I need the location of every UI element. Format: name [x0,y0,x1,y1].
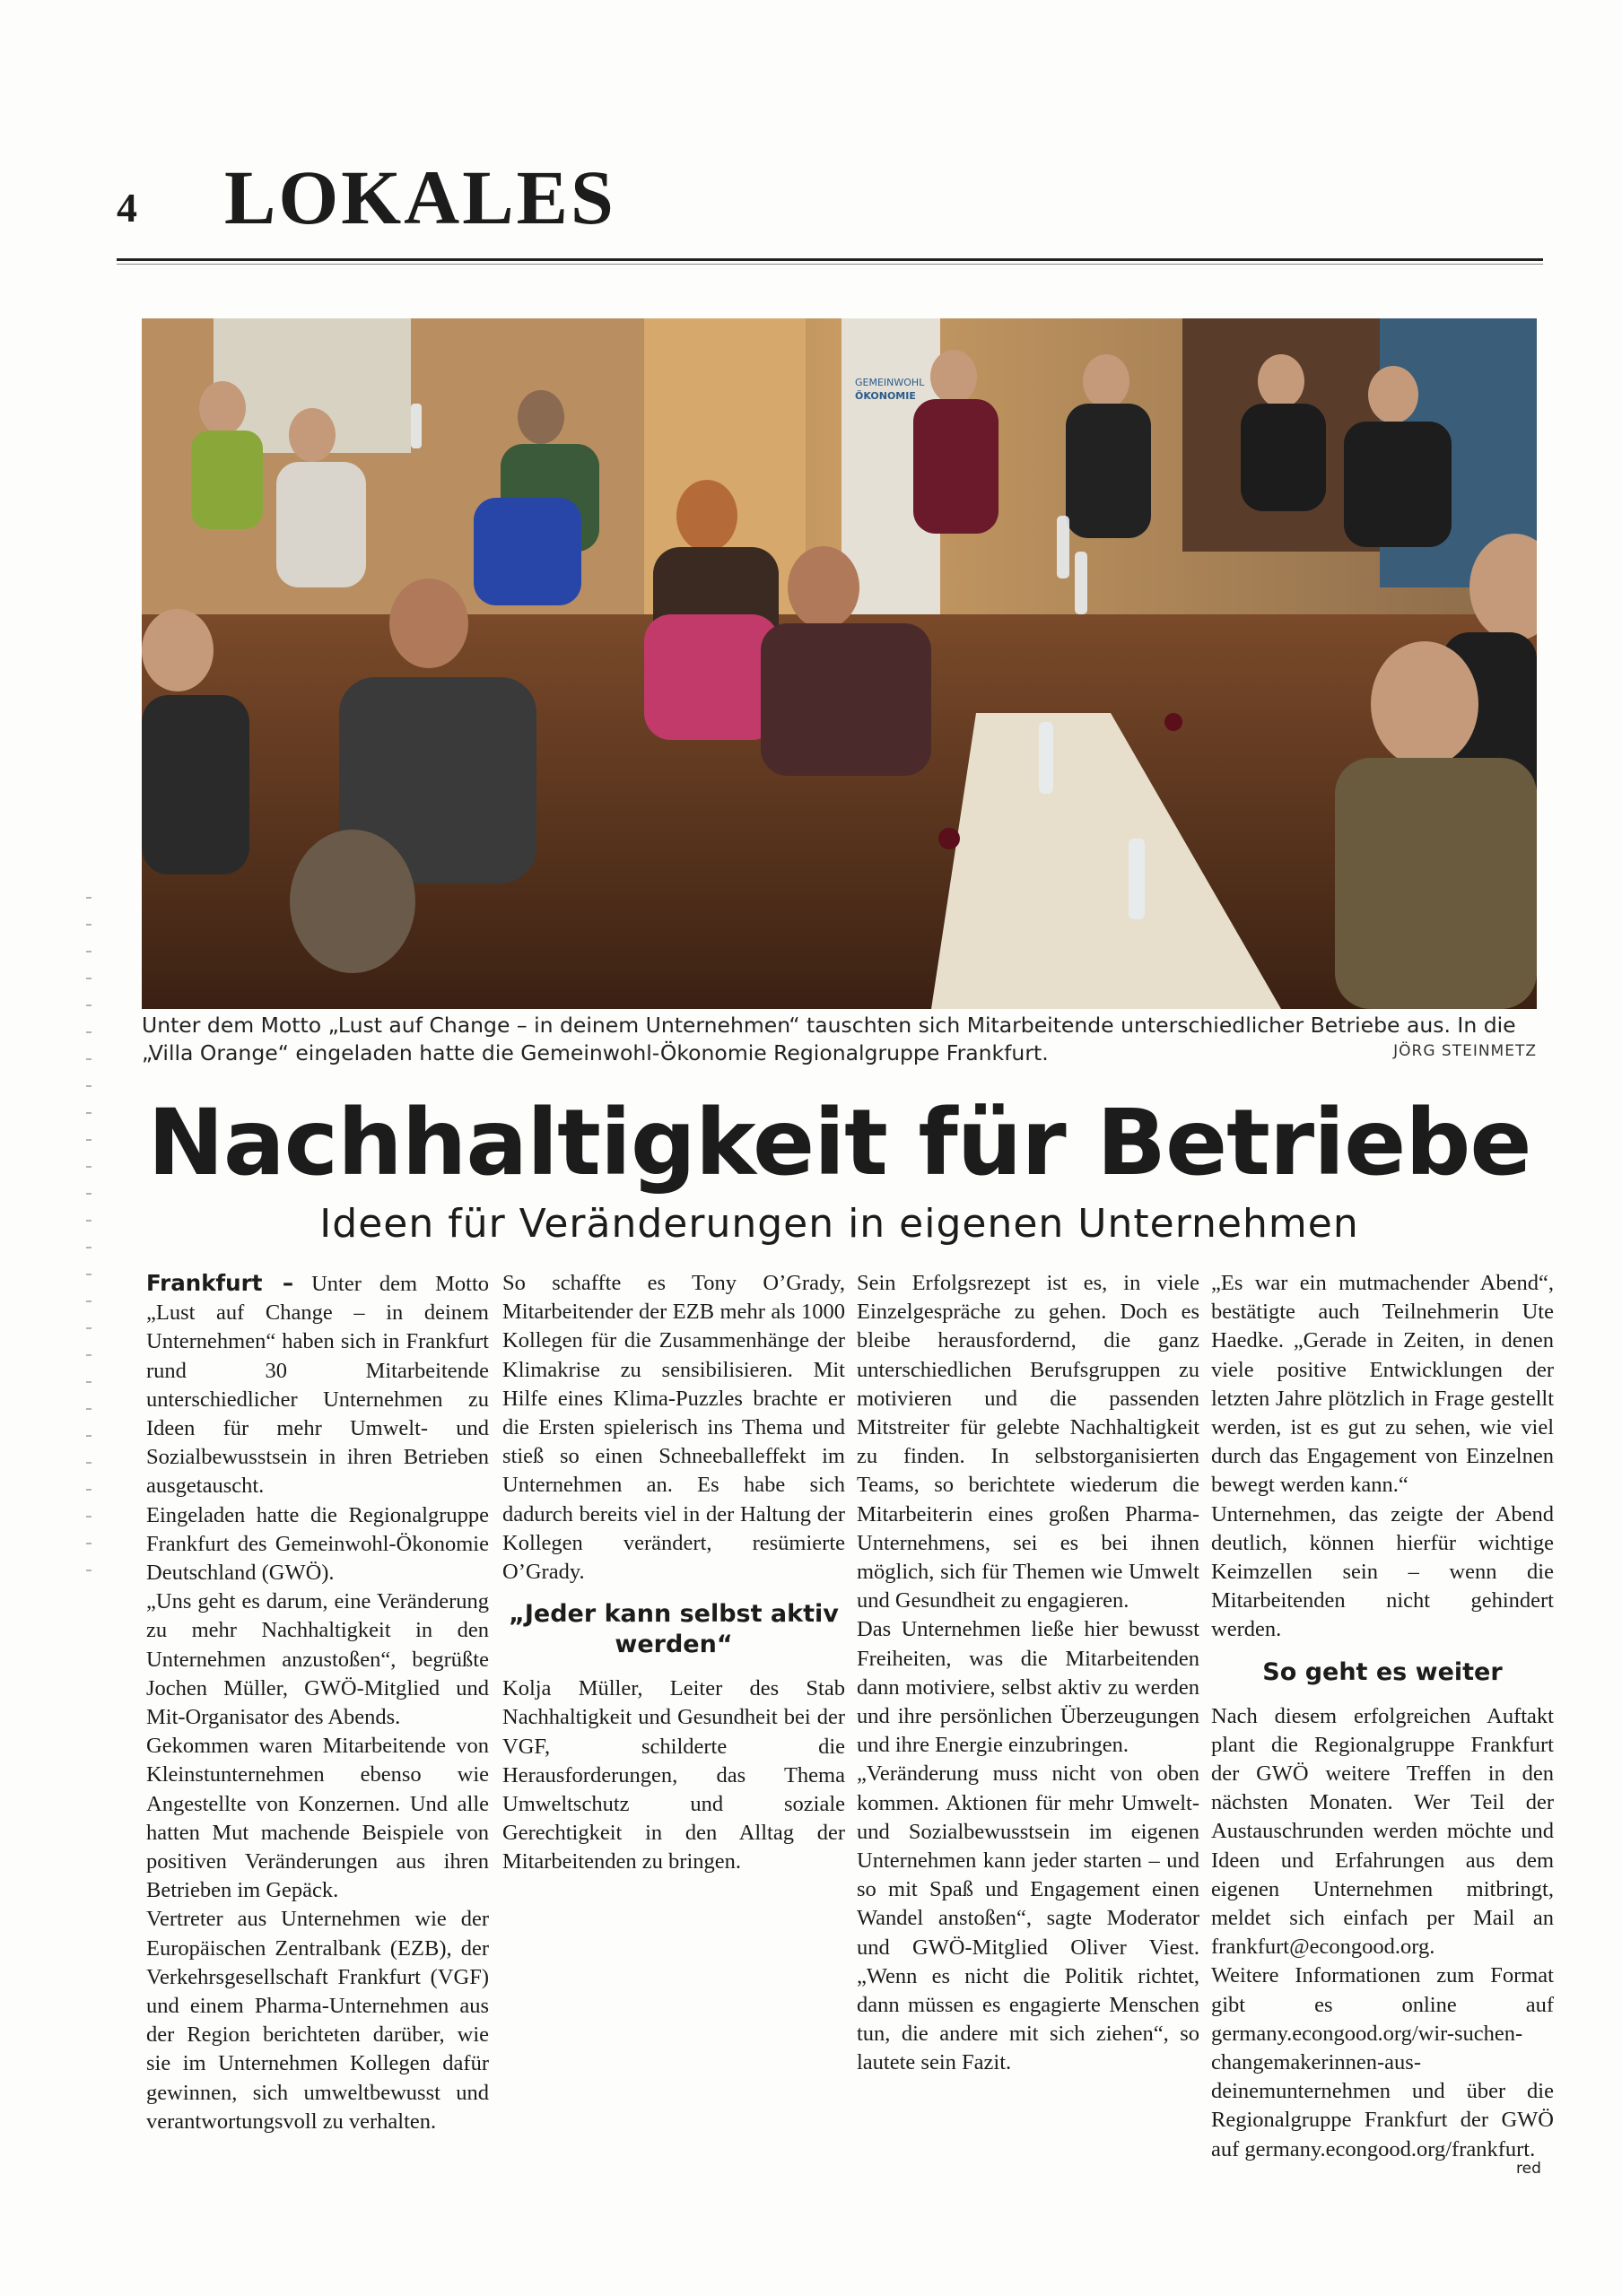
paragraph: Gekommen waren Mitarbeitende von Kleinstunternehmen ebenso wie Angestellte von Konzernen. Und alle hatten Mut machende Beispiele von positiven Veränderungen aus ihren Betrieben im Gepäck. [146,1734,489,1903]
section-title: LOKALES [224,154,616,240]
article-column-2 [502,1269,845,1877]
dateline: Frankfurt – [146,1270,294,1296]
paragraph: Nach diesem erfolgreichen Auftakt plant die Regionalgruppe Frankfurt der GWÖ weitere Treffen in den nächsten Monaten. Wer Teil der Austauschrunden werden möchte und Ideen und Erfahrungen aus dem eigenen Unternehmen mitbringt, meldet sich einfach per Mail an frankfurt@econgood.org. [1211,1703,1554,1960]
paragraph: Kolja Müller, Leiter des Stab Nachhaltigkeit und Gesundheit bei der VGF, schilderte die Herausforderungen, das Thema Umweltschutz und soziale Gerechtigkeit in den Alltag der Mitarbeitenden zu bringen. [502,1676,845,1874]
paragraph: „Es war ein mutmachender Abend“, bestätigte auch Teilnehmerin Ute Haedke. „Gerade in Zeiten, in denen viele positive Entwicklungen der letzten Jahre plötzlich in Frage gestellt werden, ist es gut zu sehen, wie viel durch das Engagement von Einzelnen bewegt werden kann.“ [1211,1271,1554,1498]
subheadline: Ideen für Veränderungen in eigenen Unternehmen [319,1201,1359,1247]
header-rule-thin [117,264,1543,265]
margin-scan-marks [86,897,92,1578]
photo-caption: Unter dem Motto „Lust auf Change – in deinem Unternehmen“ tauschten sich Mitarbeitende unterschiedlicher Betriebe aus. In die „Villa Orange“ eingeladen hatte die Gemeinwohl-Ökonomie Regionalgruppe Frankfurt. [142,1013,1516,1065]
article-column-4 [1211,1269,1554,2164]
header-rule [117,258,1543,261]
paragraph: „Uns geht es darum, eine Veränderung zu mehr Nachhaltigkeit in den Unternehmen anzustoßen“, begrüßte Jochen Müller, GWÖ-Mitglied und Mit-Organisator des Abends. [146,1589,489,1730]
article-column-1 [146,1269,489,2136]
headline: Nachhaltigkeit für Betriebe [147,1090,1531,1196]
photo-credit: JÖRG STEINMETZ [1393,1042,1537,1060]
paragraph-text: Unter dem Motto „Lust auf Change – in deinem Unternehmen“ haben sich in Frankfurt rund 30 Mitarbeitende unterschiedlicher Unternehmen zu Ideen für mehr Umwelt- und Sozialbewusstsein in ihren Betrieben ausgetauscht. [146,1272,489,1499]
paragraph: Vertreter aus Unternehmen wie der Europäischen Zentralbank (EZB), der Verkehrsgesellschaft Frankfurt (VGF) und einem Pharma-Unternehmen aus der Region berichteten darüber, wie sie im Unternehmen Kollegen dafür gewinnen, sich umweltbewusst und verantwortungsvoll zu verhalten. [146,1907,489,2134]
paragraph: So schaffte es Tony O’Grady, Mitarbeitender der EZB mehr als 1000 Kollegen für die Zusammenhänge der Klimakrise zu sensibilisieren. Mit Hilfe eines Klima-Puzzles brachte er die Ersten spielerisch ins Thema und stieß so einen Schneeballeffekt im Unternehmen an. Es habe sich dadurch bereits viel in der Haltung der Kollegen verändert, resümierte O’Grady. [502,1271,845,1585]
author-initials: red [1516,2160,1541,2178]
svg-text:GEMEINWOHL: GEMEINWOHL [855,377,925,388]
paragraph: Sein Erfolgsrezept ist es, in viele Einzelgespräche zu gehen. Doch es bleibe herausfordernd, die ganz unterschiedlichen Berufsgruppen zu motivieren und die passenden Mitstreiter für gelebte Nachhaltigkeit zu finden. In selbstorganisierten Teams, so berichtete wiederum die Mitarbeiterin eines großen Pharma-Unternehmens, sei es bei ihnen möglich, sich für Themen wie Umwelt und Gesundheit zu engagieren. [857,1271,1199,1613]
article-column-3 [857,1269,1199,2078]
event-photo [142,318,1537,1009]
paragraph: Unternehmen, das zeigte der Abend deutlich, können hierfür wichtige Keimzellen sein – wenn die Mitarbeitenden nicht gehindert werden. [1211,1501,1554,1642]
paragraph: Weitere Informationen zum Format gibt es online auf germany.econgood.org/wir-suchen-changemakerinnen-aus-deinemunternehmen und über die Regionalgruppe Frankfurt der GWÖ auf germany.econgood.org/frankfurt. [1211,1963,1554,2161]
page-number: 4 [117,185,137,230]
subhead-so-geht-es-weiter: So geht es weiter [1262,1657,1503,1686]
paragraph: Das Unternehmen ließe hier bewusst Freiheiten, was die Mitarbeitenden dann motiviere, selbst aktiv zu werden und ihre persönlichen Überzeugungen und ihre Energie einzubringen. [857,1617,1199,1758]
paragraph [146,1269,489,1501]
subhead-jeder-kann: „Jeder kann selbst aktiv werden“ [509,1600,839,1659]
paragraph: Eingeladen hatte die Regionalgruppe Frankfurt des Gemeinwohl-Ökonomie Deutschland (GWÖ). [146,1502,489,1586]
event-photo-illustration [142,318,1537,1009]
svg-text:ÖKONOMIE: ÖKONOMIE [855,390,916,402]
paragraph: „Veränderung muss nicht von oben kommen. Aktionen für mehr Umwelt- und Sozialbewusstsein im eigenen Unternehmen kann jeder starten – und so mit Spaß und Engagement einen Wandel anstoßen“, sagte Moderator und GWÖ-Mitglied Oliver Viest. „Wenn es nicht die Politik richtet, dann müssen es engagierte Menschen tun, die andere mit sich ziehen“, so lautete sein Fazit. [857,1761,1199,2075]
